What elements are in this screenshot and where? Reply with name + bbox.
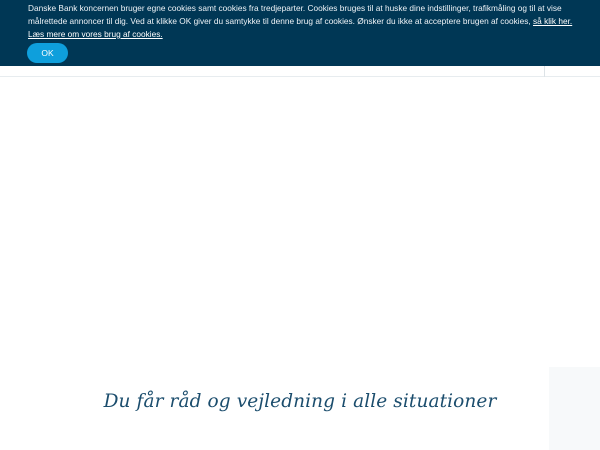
- cookie-opt-out-link[interactable]: så klik her.: [533, 16, 573, 26]
- hero-headline: Du får råd og vejledning i alle situationer: [103, 391, 497, 412]
- cookie-ok-button[interactable]: OK: [27, 43, 68, 63]
- cookie-message-text: Danske Bank koncernen bruger egne cookies samt cookies fra tredjeparter. Cookies bruges til at huske dine indstillinger, trafikmåling og til at vise målrettede annoncer til dig. Ved at klikke OK giver du samtykke til denne brug af cookies. Ønsker du ikke at acceptere brugen af cookies,: [28, 3, 562, 26]
- header-divider: [544, 66, 545, 77]
- cookie-banner: [0, 0, 600, 66]
- site-header: [0, 66, 600, 77]
- hero-image-area: [0, 77, 600, 377]
- cookie-read-more-link[interactable]: Læs mere om vores brug af cookies.: [28, 29, 163, 39]
- cookie-message: [28, 2, 576, 41]
